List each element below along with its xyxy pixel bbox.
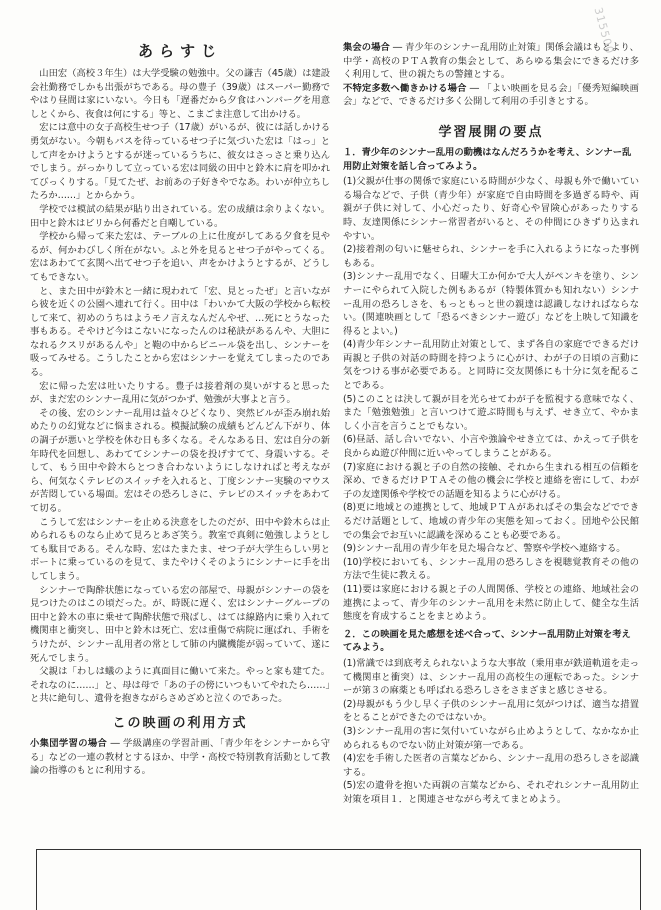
synopsis-paragraph: と、また田中が鈴木と一緒に現われて「宏、見とったぜ」と言いながら彼を近くの公園へ連れて行く。田中は「わいかて大阪の学校から転校して来て、初めのうちはようモノ言えなんだんやぜ、…死にとうなった事もある。そやけど今はこないになったんのは秘訣があるんや、大胆になれるクスリがあるんや」と鞄の中からビニール袋を出し、シンナーを吸ってみせる。こうしたことから宏はシンナーを覚えてしまったのである。 — [30, 285, 330, 379]
synopsis-paragraph: シンナーで陶酔状態になっている宏の部屋で、母親がシンナーの袋を見つけたのはこの頃だった。が、時既に遅く、宏はシンナーグループの田中と鈴木の車に乗せて陶酔状態で飛ばし、はては線路内に乗り入れて機関車と衝突し、田中と鈴木は死亡、宏は重傷で病院に運ばれ、手術をうけたが、シンナー乱用者の常として肺の内臓機能が弱っていて、遂に死んでしまう。 — [30, 584, 330, 664]
list-item: (3)シンナー乱用でなく、日曜大工か何かで大人がペンキを塗り、シンナーにやられて入院した例もあるが（特製体質かも知れない）シンナー乱用の恐ろしさを、もっともっと世の親達は認識しなければならない。(関連映画として「恐るべきシンナー遊び」などを上映して知識を得るとよい。) — [343, 271, 639, 337]
list-item: (5)このことは決して親が目を光らせてわが子を監視する意味でなく、また「勉強勉強」と言いつけて遊ぶ時間も与えず、せき立て、やかましく小言を言うことでもない。 — [343, 393, 639, 432]
synopsis-paragraph: 父親は「わしは蟻のように真面目に働いて来た。やっと家も建てた。それなのに……」と、母は母で「あの子の傍にいつもいてやれたら……」と共に絶句し、遺骨を抱きながらさめざめと泣くのであった。 — [30, 666, 330, 705]
list-item: (6)昼話、話し合いでない、小言や強論やせき立ては、かえって子供を良からぬ遊び仲間に近いやってしまうことがある。 — [343, 434, 639, 460]
list-item: (11)要は家庭における親と子の人間関係、学校との連絡、地域社会の連携によって、青少年のシンナー乱用を未然に防止して、健全な生活態度を育成することをまとめよう。 — [343, 583, 639, 623]
synopsis-paragraph: 山田宏（高校３年生）は大学受験の勉強中。父の謙吉（45歳）は建設会社勤務でしかも出張がちである。母の豊子（39歳）はスーパー勤務でやはり昼間は家にいない。今日も「遅番だから夕食はハンバーグを用意しとくから、夜食は何にする」等と、こまごま注意して出かける。 — [30, 68, 330, 120]
points-list-2 — [343, 657, 639, 807]
synopsis-paragraph: その後、宏のシンナー乱用は益々ひどくなり、突然ビルが歪み崩れ始めたりの幻覚などに悩まされる。模擬試験の成績もどんどん下がり、体の調子が悪いと学校を休む日も多くなる。そんなある日、宏は自分の新年時代を回想し、あわててシンナーの袋を投げすてて、身震いする。そして、もう田中や鈴木らとつき合わないようにしなければと考えながら、何気なくテレビのスイッチを入れると、丁度シンナー実験のマウスが苦悶している場面。宏はその恐ろしさに、テレビのスイッチをあわてて切る。 — [30, 407, 330, 514]
usage-item-general-public: 不特定多数へ働きかける場合 ― 「よい映画を見る会」「優秀短編映画会」などで、できるだけ多く公開して利用の手引きとする。 — [343, 82, 639, 108]
list-item: (7)家庭における親と子の自然の接触、それから生まれる相互の信頼を深め、できるだけＰＴＡその他の機会に学校と連絡を密にして、わが子の友達関係や学校での話題を知るように心がける。 — [343, 461, 639, 500]
points-heading-1: １．青少年のシンナー乱用の動機はなんだろうかを考え、シンナー乱用防止対策を話し合ってみよう。 — [343, 146, 632, 172]
list-item: (8)更に地域との連携として、地域ＰＴＡがあればその集会などでできるだけ話題として、地域の青少年の実態を知っておく。団地や公民館での集会でお互いに認識を深めることも必要である。 — [343, 502, 639, 541]
points-list-1 — [343, 175, 639, 624]
left-column — [30, 38, 330, 778]
synopsis-title: あらすじ — [137, 42, 222, 60]
synopsis-paragraph: こうして宏はシンナーを止める決意をしたのだが、田中や鈴木らは止められるものなら止めて見ろとあざ笑う。教室で真剣に勉強しようとしても駄目である。そんな時、宏はたまたま、せつ子が大学生らしい男とボートに乗っているのを見て、またやけくそのようにシンナーに手を出してしまう。 — [30, 516, 330, 582]
usage-item-meeting: 集会の場合 ― 青少年のシンナー乱用防止対策」関係会議はもとより、中学・高校のＰＴＡ教育の集会として、あらゆる集会にできるだけ多く利用して、世の親たちの警鐘とする。 — [343, 42, 639, 81]
list-item: (9)シンナー乱用の青少年を見た場合など、警察や学校へ連絡する。 — [343, 543, 626, 555]
list-item: (5)宏の遺骨を抱いた両親の言葉などから、それぞれシンナー乱用防止対策を項目１．と関連させながら考えてまとめよう。 — [343, 780, 639, 805]
synopsis-paragraph: 宏に帰った宏は吐いたりする。豊子は接着剤の臭いがすると思ったが、まだ宏のシンナー乱用に気がつかず、勉強が大事よと言う。 — [30, 380, 330, 406]
archive-number-stamp: 315500 — [591, 6, 617, 56]
usage-title: この映画の利用方式 — [112, 715, 248, 731]
list-item: (2)接着剤の匂いに魅せられ、シンナーを手に入れるようになった事例もある。 — [343, 244, 639, 269]
synopsis-paragraph: 学校から帰って来た宏は、テーブルの上に仕度がしてある夕食を見やるが、何かわびしく所在がない。ふと外を見るとせつ子がやってくる。宏はあわてて玄関へ出てせつ子を追い、声をかけようとするが、どうしてもできない。 — [30, 231, 330, 283]
list-item: (3)シンナー乱用の害に気付いていながら止めようとして、なかなか止められるものでない防止対策が第一である。 — [343, 725, 639, 751]
list-item: (1)父親が仕事の関係で家庭にいる時間が少なく、母親も外で働いている場合などで、子供（青少年）が家庭で自由時間を多過ぎる時や、両親が子供に対して、小心だったり、好奇心や冒険心があったりする時、友達関係にシンナー常習者がいると、その仲間にひきずり込まれやすい。 — [343, 176, 639, 242]
usage-item-small-group: 小集団学習の場合 ― 学級講座の学習計画、「青少年をシンナーから守る」などの一連の教材とするほか、中学・高校で特別教育活動として教論の指導のもとに利用する。 — [30, 737, 330, 777]
synopsis-paragraph: 宏には意中の女子高校生せつ子（17歳）がいるが、彼には話しかける勇気がない。今朝もバスを待っているせつ子に気づいた宏は「はっ」として声をかけようとするが迷っているうちに、彼女はさっさと乗り込んでしまう。がっかりして立っている宏は同級の田中と鈴木に肩を叩かれてびっくりする。「見てたぜ、お前あの子好きやでなあ。わいが仲立ちしたろか……」とからかう。 — [30, 122, 330, 202]
synopsis-paragraph: 学校では模試の結果が貼り出されている。宏の成績は余りよくない。田中と鈴木はビリから何番だと自嘲している。 — [30, 203, 330, 229]
list-item: (4)青少年シンナー乱用防止対策として、まず各自の家庭でできるだけ両親と子供の対話の時間を持つように心がけ、わが子の日頃の言動に気をつける事が必要である。と同時に交友関係にも十分に気を配ることである。 — [343, 339, 639, 392]
list-item: (1)常識では到底考えられないような大事故（乗用車が鉄道軌道を走って機関車と衝突）は、シンナー乱用の高校生の運転であった。シンナーが第３の麻薬とも呼ばれる恐ろしさをさまざまと感じさせる。 — [343, 657, 639, 697]
list-item: (2)母親がもう少し早く子供のシンナー乱用に気がつけば、適当な措置をとることができたのではないか。 — [343, 698, 639, 724]
points-heading-2: ２．この映画を見た感想を述べ合って、シンナー乱用防止対策を考えてみよう。 — [343, 628, 631, 654]
list-item: (10)学校においても、シンナー乱用の恐ろしさを視聴覚教育その他の方法で生徒に教える。 — [343, 556, 639, 582]
list-item: (4)宏を手術した医者の言葉などから、シンナー乱用の恐ろしさを認識する。 — [343, 753, 639, 778]
synopsis-body — [30, 67, 330, 706]
right-column — [343, 41, 639, 806]
learning-points-title: 学習展開の要点 — [438, 124, 544, 140]
